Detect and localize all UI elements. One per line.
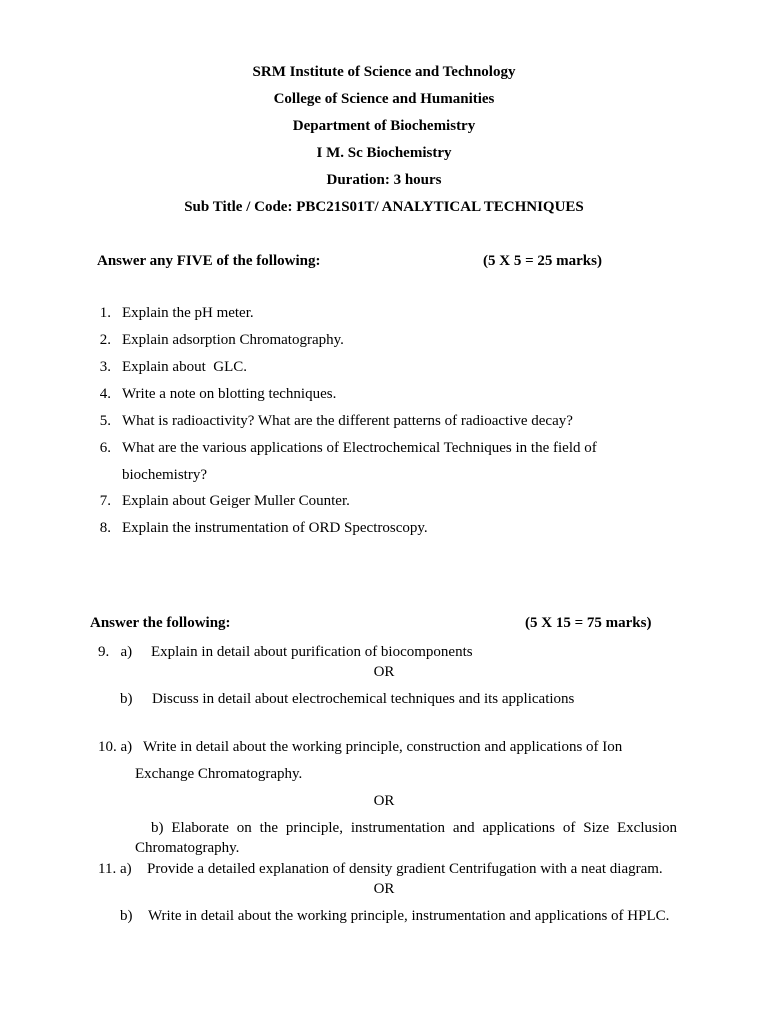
part-a-instruction: Answer any FIVE of the following: — [97, 253, 321, 269]
subject-code-title: Sub Title / Code: PBC21S01T/ ANALYTICAL TECHNIQUES — [184, 199, 584, 215]
question-11b-label: b) — [120, 908, 133, 924]
department-title: Department of Biochemistry — [292, 118, 476, 134]
question-number: 2. — [99, 332, 111, 348]
question-11-or: OR — [373, 881, 395, 897]
question-text: Explain about GLC. — [122, 359, 247, 375]
institute-title: SRM Institute of Science and Technology — [252, 64, 516, 80]
question-9-or: OR — [373, 664, 395, 680]
question-11a-text: Provide a detailed explanation of density gradient Centrifugation with a neat diagram. — [147, 861, 663, 877]
question-number: 6. — [99, 440, 111, 456]
question-number: 5. — [99, 413, 111, 429]
question-number: 7. — [99, 493, 111, 509]
question-number: 3. — [99, 359, 111, 375]
question-10b-text-continued: Chromatography. — [135, 840, 240, 856]
question-10a-text: Write in detail about the working principle, construction and applications of Ion — [143, 739, 623, 755]
part-b-instruction: Answer the following: — [90, 615, 231, 631]
question-11-label: 11. a) — [98, 861, 132, 877]
question-text: Explain about Geiger Muller Counter. — [122, 493, 350, 509]
question-10b-text: b) Elaborate on the principle, instrumentation and applications of Size Exclusion — [151, 820, 677, 836]
question-number: 8. — [99, 520, 111, 536]
question-9b-text: Discuss in detail about electrochemical techniques and its applications — [152, 691, 575, 707]
question-text: Explain adsorption Chromatography. — [122, 332, 344, 348]
college-title: College of Science and Humanities — [273, 91, 495, 107]
question-11b-text: Write in detail about the working principle, instrumentation and applications of HPLC. — [148, 908, 670, 924]
question-9b-label: b) — [120, 691, 133, 707]
question-number: 1. — [99, 305, 111, 321]
part-a-marks: (5 X 5 = 25 marks) — [483, 253, 602, 269]
duration-label: Duration: 3 hours — [326, 172, 442, 188]
question-10-label: 10. a) — [98, 739, 133, 755]
question-text: Explain the instrumentation of ORD Spectroscopy. — [122, 520, 428, 536]
part-b-marks: (5 X 15 = 75 marks) — [525, 615, 652, 631]
question-text-continued: biochemistry? — [122, 467, 207, 483]
question-text: What are the various applications of Electrochemical Techniques in the field of — [122, 440, 597, 456]
question-number: 4. — [99, 386, 111, 402]
question-text: What is radioactivity? What are the different patterns of radioactive decay? — [122, 413, 573, 429]
question-9a-text: Explain in detail about purification of biocomponents — [151, 644, 473, 660]
question-10a-text-continued: Exchange Chromatography. — [135, 766, 303, 782]
question-10-or: OR — [373, 793, 395, 809]
question-text: Write a note on blotting techniques. — [122, 386, 337, 402]
program-title: I M. Sc Biochemistry — [316, 145, 452, 161]
question-9-label: 9. a) — [98, 644, 133, 660]
question-text: Explain the pH meter. — [122, 305, 254, 321]
